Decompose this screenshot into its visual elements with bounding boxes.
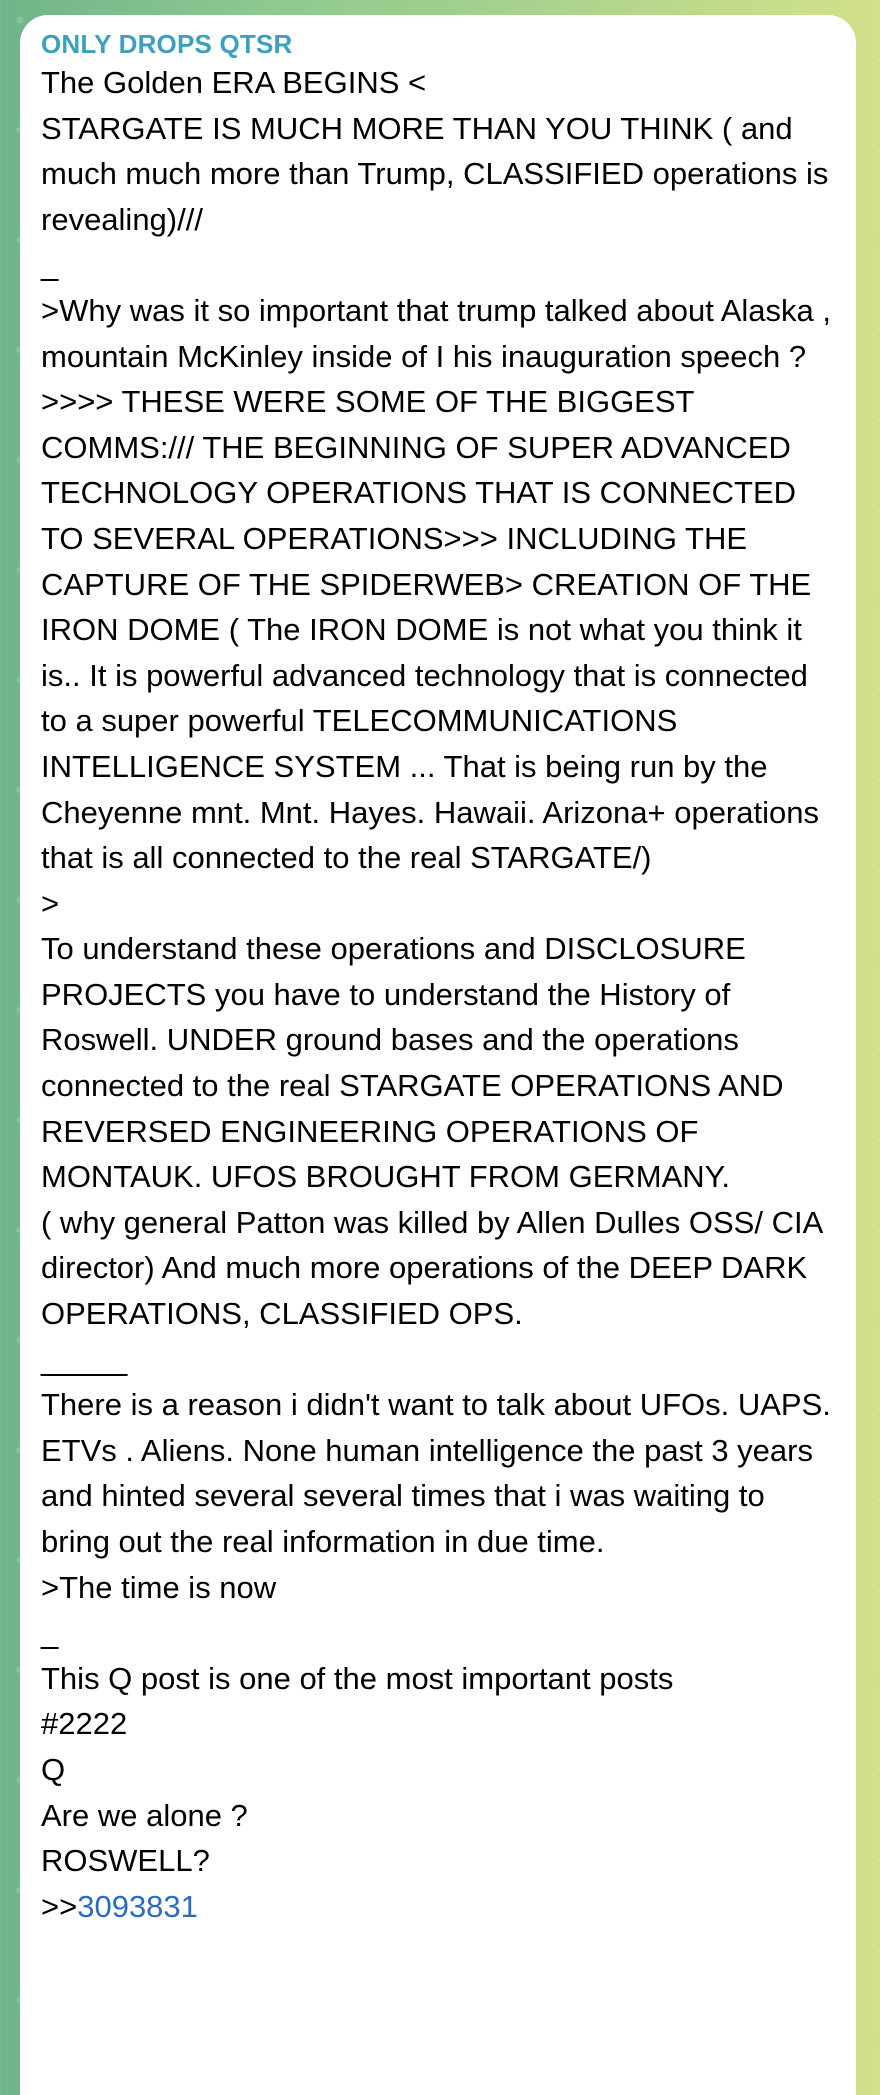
sender-name[interactable]: ONLY DROPS QTSR [41,29,293,59]
message-text: The Golden ERA BEGINS < STARGATE IS MUCH MORE THAN YOU THINK ( and much much more than Trump, CLASSIFIED operations is revealing)/// _ >Why was it so important that trump talked about Alaska , mountain McKinley inside of I his inauguration speech ? >>>> THESE WERE SOME OF THE BIGGEST COMMS:/// THE BEGINNING OF SUPER ADVANCED TECHNOLOGY OPERATIONS THAT IS CONNECTED TO SEVERAL OPERATIONS>>> INCLUDING THE CAPTURE OF THE SPIDERWEB> CREATION OF THE IRON DOME ( The IRON DOME is not what you think it is.. It is powerful advanced technology that is connected to a super powerful TELECOMMUNICATIONS INTELLIGENCE SYSTEM ... That is being run by the Cheyenne mnt. Mnt. Hayes. Hawaii. Arizona+ operations that is all connected to the real STARGATE/) > To understand these operations and DISCLOSURE PROJECTS you have to understand the History of Roswell. UNDER ground bases and the operations connected to the real STARGATE OPERATIONS AND REVERSED ENGINEERING OPERATIONS OF MONTAUK. UFOS BROUGHT FROM GERMANY. ( why general Patton was killed by Allen Dulles OSS/ CIA director) And much more operations of the DEEP DARK OPERATIONS, CLASSIFIED OPS. _____ There is a reason i didn't want to talk about UFOs. UAPS. ETVs . Aliens. None human intelligence the past 3 years and hinted several several times that i was waiting to bring out the real information in due time. >The time is now _ This Q post is one of the most important posts #2222 Q Are we alone ? ROSWELL? >> [41,65,832,1924]
post-link[interactable]: 3093831 [77,1888,198,1924]
message-bubble[interactable] [20,15,856,2095]
message-body [41,60,834,1929]
